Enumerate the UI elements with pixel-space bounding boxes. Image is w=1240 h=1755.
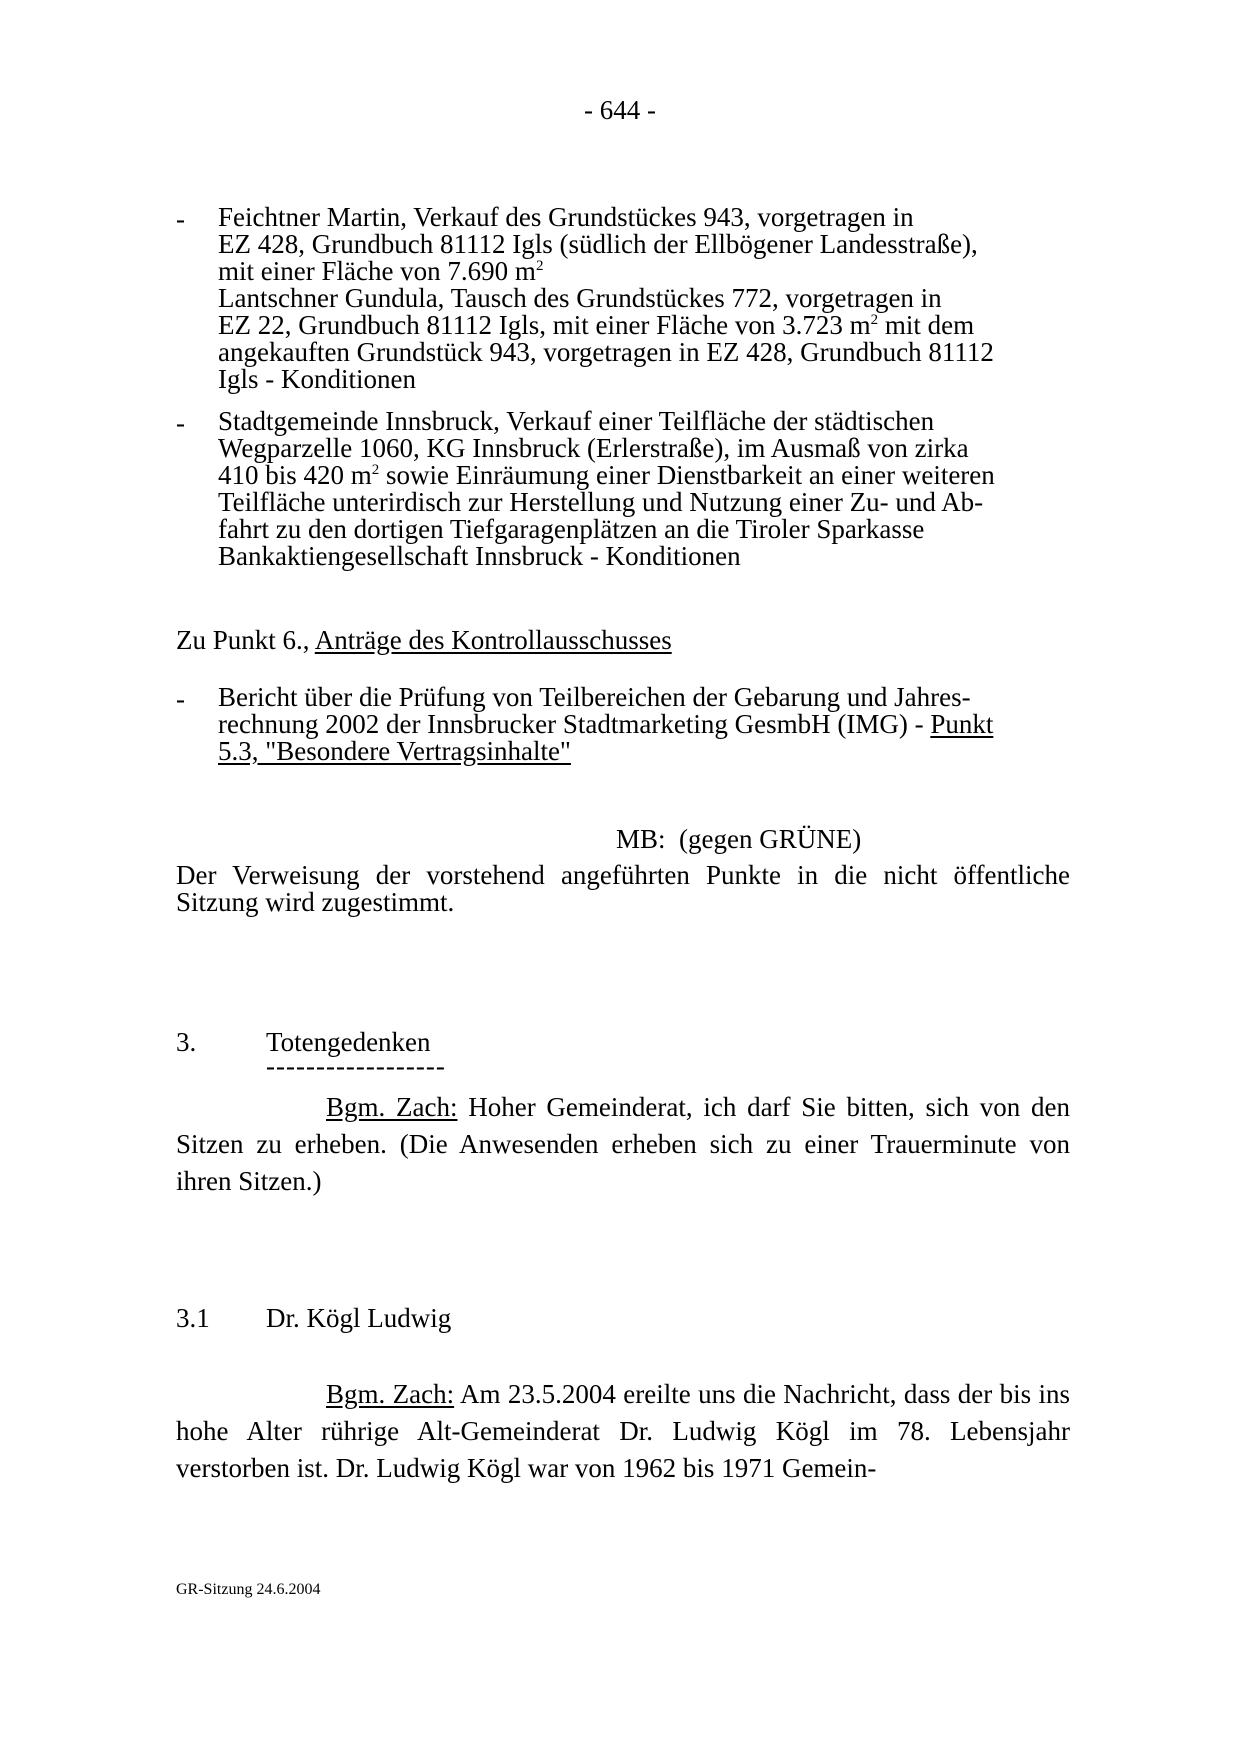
text-line: Wegparzelle 1060, KG Innsbruck (Erlerstraße), im Ausmaß von zirka [218,433,969,463]
superscript: 2 [535,258,544,274]
reference-link: 5.3, "Besondere Vertragsinhalte" [218,736,571,766]
text-line: Teilfläche unterirdisch zur Herstellung und Nutzung einer Zu- und Ab- [218,487,984,517]
section-underline: ------------------ [266,1051,446,1081]
text-line: EZ 22, Grundbuch 81112 Igls, mit einer Fläche von 3.723 m [218,310,871,340]
list-marker: - [176,408,185,438]
speech-paragraph [176,1376,1070,1487]
text-line: 410 bis 420 m [218,460,372,490]
text-line: sowie Einräumung einer Dienstbarkeit an einer weiteren [379,460,995,490]
section-number: 3. [176,1027,197,1057]
superscript: 2 [371,462,380,478]
text-line: Igls - Konditionen [218,364,416,394]
reference-link: Punkt [930,709,994,739]
text-line: Bericht über die Prüfung von Teilbereichen der Gebarung und Jahres- [218,682,971,712]
section-number: 3.1 [176,1303,210,1333]
list-marker: - [176,204,185,234]
text-line: Bankaktiengesellschaft Innsbruck - Konditionen [218,541,741,571]
superscript: 2 [870,312,879,328]
text-line: rechnung 2002 der Innsbrucker Stadtmarketing GesmbH (IMG) - [218,709,931,739]
text-line: Lantschner Gundula, Tausch des Grundstückes 772, vorgetragen in [218,283,942,313]
list-item [176,408,1070,598]
speech-paragraph [176,1089,1070,1200]
footer: GR-Sitzung 24.6.2004 [176,1581,321,1598]
list-marker: - [176,684,185,714]
text-line: Stadtgemeinde Innsbruck, Verkauf einer Teilfläche der städtischen [218,406,935,436]
list-item [176,684,1070,774]
resolution-text: Der Verweisung der vorstehend angeführten Punkte in die nicht öffentliche Sitzung wird zugestimmt. [176,860,1070,917]
speaker-name: Bgm. Zach: [326,1379,455,1409]
agenda-heading [176,627,1070,654]
text-line: mit dem [878,310,975,340]
speech-text: Hoher Gemeinderat, ich darf Sie bitten, sich von den Sitzen zu erheben. (Die Anwesenden erheben sich zu einer Trauerminute von ihren Sitzen.) [176,1092,1070,1196]
vote-note: MB: (gegen GRÜNE) [616,824,862,854]
section-title: Dr. Kögl Ludwig [266,1303,452,1333]
list-item [176,204,1070,420]
page-number: - 644 - [584,95,656,125]
text-line: Feichtner Martin, Verkauf des Grundstückes 943, vorgetragen in [218,202,914,232]
agenda-title: Anträge des Kontrollausschusses [314,625,672,655]
text-line: angekauften Grundstück 943, vorgetragen in EZ 428, Grundbuch 81112 [218,337,994,367]
speech-text: Am 23.5.2004 ereilte uns die Nachricht, dass der bis ins hohe Alter rührige Alt-Gemeinderat Dr. Ludwig Kögl im 78. Lebensjahr verstorben ist. Dr. Ludwig Kögl war von 1962 bis 1971 Gemein- [176,1379,1070,1483]
section-title: Totengedenken [266,1027,431,1057]
text-line: EZ 428, Grundbuch 81112 Igls (südlich der Ellbögener Landesstraße), [218,229,978,259]
text-line: fahrt zu den dortigen Tiefgaragenplätzen an die Tiroler Sparkasse [218,514,925,544]
text-line: mit einer Fläche von 7.690 m [218,256,536,286]
agenda-prefix: Zu Punkt 6., [176,625,315,655]
speaker-name: Bgm. Zach: [326,1092,458,1122]
